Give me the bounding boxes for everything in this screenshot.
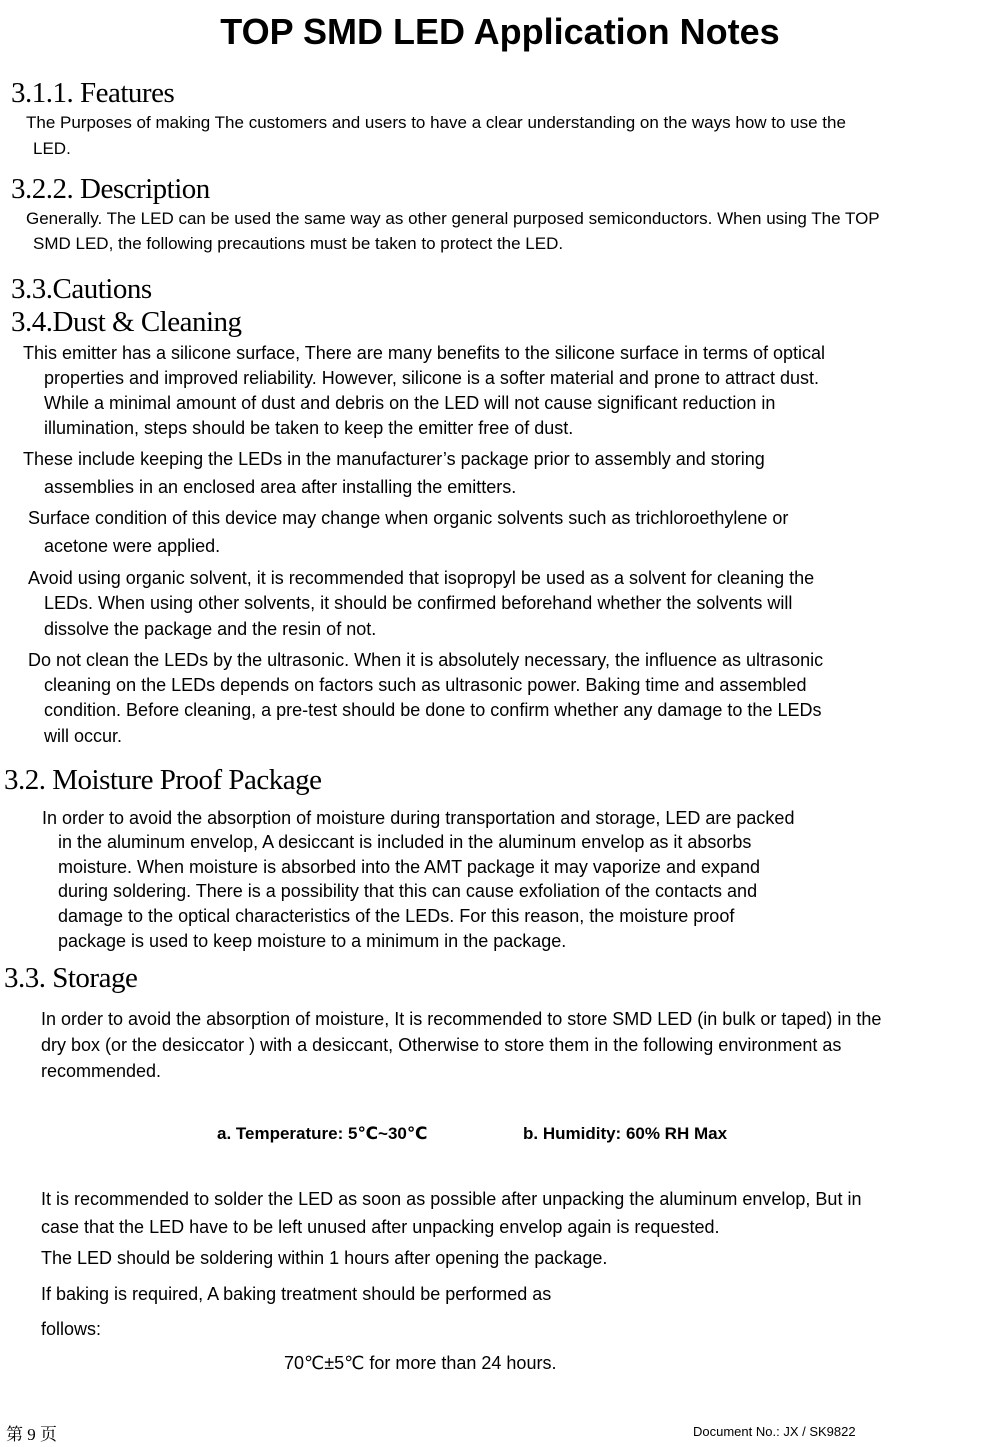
storage-baking: If baking is required, A baking treatment should be performed as bbox=[41, 1284, 552, 1304]
storage-after-line-2: case that the LED have to be left unused after unpacking envelop again is requested. bbox=[41, 1217, 720, 1237]
storage-within: The LED should be soldering within 1 hours after opening the package. bbox=[41, 1248, 608, 1268]
storage-intro-line-2: dry box (or the desiccator ) with a desiccant, Otherwise to store them in the following environment as bbox=[41, 1035, 842, 1055]
dust-p4-line-2: LEDs. When using other solvents, it should be confirmed beforehand whether the solvents will bbox=[44, 593, 793, 613]
description-heading: 3.2.2. Description bbox=[11, 173, 210, 205]
moisture-line-2: in the aluminum envelop, A desiccant is included in the aluminum envelop as it absorbs bbox=[58, 832, 752, 852]
storage-follows: follows: bbox=[41, 1319, 102, 1339]
dust-p5-line-4: will occur. bbox=[44, 726, 123, 746]
dust-p1-line-2: properties and improved reliability. However, silicone is a softer material and prone to attract dust. bbox=[44, 368, 820, 388]
storage-intro-line-1: In order to avoid the absorption of moisture, It is recommended to store SMD LED (in bulk or taped) in the bbox=[41, 1009, 882, 1029]
dust-p3-line-1: Surface condition of this device may change when organic solvents such as trichloroethylene or bbox=[28, 508, 789, 528]
storage-heading: 3.3. Storage bbox=[4, 962, 138, 994]
storage-after-line-1: It is recommended to solder the LED as soon as possible after unpacking the aluminum envelop, But in bbox=[41, 1189, 862, 1209]
moisture-heading: 3.2. Moisture Proof Package bbox=[4, 764, 322, 796]
dust-p1-line-3: While a minimal amount of dust and debris on the LED will not cause significant reduction in bbox=[44, 393, 776, 413]
page-number: 第 9 页 bbox=[6, 1425, 57, 1444]
dust-p1-line-4: illumination, steps should be taken to keep the emitter free of dust. bbox=[44, 418, 574, 438]
moisture-line-4: during soldering. There is a possibility that this can cause exfoliation of the contacts and bbox=[58, 881, 758, 901]
moisture-line-5: damage to the optical characteristics of the LEDs. For this reason, the moisture proof bbox=[58, 906, 735, 926]
dust-p2-line-2: assemblies in an enclosed area after installing the emitters. bbox=[44, 477, 517, 497]
features-line-2: LED. bbox=[33, 139, 71, 158]
storage-baking-condition: 70℃±5℃ for more than 24 hours. bbox=[284, 1353, 557, 1373]
storage-intro-line-3: recommended. bbox=[41, 1061, 162, 1081]
cautions-heading: 3.3.Cautions bbox=[11, 273, 152, 305]
page-title: TOP SMD LED Application Notes bbox=[220, 11, 780, 52]
dust-p4-line-3: dissolve the package and the resin of not. bbox=[44, 619, 377, 639]
features-line-1: The Purposes of making The customers and users to have a clear understanding on the ways how to use the bbox=[26, 113, 846, 132]
dust-heading: 3.4.Dust & Cleaning bbox=[11, 306, 242, 338]
dust-p4-line-1: Avoid using organic solvent, it is recommended that isopropyl be used as a solvent for cleaning the bbox=[28, 568, 815, 588]
dust-p1-line-1: This emitter has a silicone surface, There are many benefits to the silicone surface in terms of optical bbox=[23, 343, 826, 363]
dust-p5-line-1: Do not clean the LEDs by the ultrasonic. When it is absolutely necessary, the influence as ultrasonic bbox=[28, 650, 824, 670]
document-number: Document No.: JX / SK9822 bbox=[693, 1424, 856, 1439]
moisture-line-6: package is used to keep moisture to a minimum in the package. bbox=[58, 931, 567, 951]
moisture-line-3: moisture. When moisture is absorbed into the AMT package it may vaporize and expand bbox=[58, 857, 761, 877]
storage-temperature: a. Temperature: 5℃~30℃ bbox=[217, 1124, 428, 1143]
dust-p3-line-2: acetone were applied. bbox=[44, 536, 221, 556]
dust-p2-line-1: These include keeping the LEDs in the manufacturer’s package prior to assembly and storing bbox=[23, 449, 765, 469]
dust-p5-line-2: cleaning on the LEDs depends on factors such as ultrasonic power. Baking time and assembled bbox=[44, 675, 807, 695]
description-line-2: SMD LED, the following precautions must be taken to protect the LED. bbox=[33, 234, 564, 253]
moisture-line-1: In order to avoid the absorption of moisture during transportation and storage, LED are packed bbox=[42, 808, 795, 828]
features-heading: 3.1.1. Features bbox=[11, 77, 175, 109]
storage-humidity: b. Humidity: 60% RH Max bbox=[523, 1124, 728, 1143]
dust-p5-line-3: condition. Before cleaning, a pre-test should be done to confirm whether any damage to the LEDs bbox=[44, 700, 822, 720]
description-line-1: Generally. The LED can be used the same way as other general purposed semiconductors. When using The TOP bbox=[26, 209, 880, 228]
